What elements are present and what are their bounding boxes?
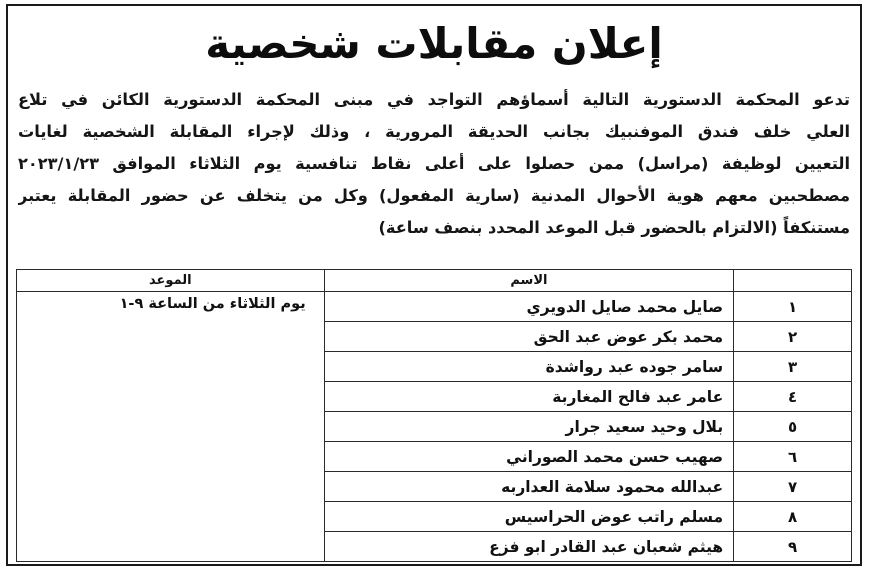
body-line: العلي خلف فندق الموفنبيك بجانب الحديقة المرورية ، وذلك لإجراء المقابلة الشخصية لغايات	[18, 122, 850, 141]
row-number: ٨	[734, 502, 852, 532]
row-name: صهيب حسن محمد الصوراني	[324, 442, 734, 472]
table-header-row	[17, 270, 852, 292]
row-number: ٥	[734, 412, 852, 442]
row-name: هيثم شعبان عبد القادر ابو فزع	[324, 532, 734, 562]
row-name: سامر جوده عبد رواشدة	[324, 352, 734, 382]
row-number: ٢	[734, 322, 852, 352]
body-line: مصطحبين معهم هوية الأحوال المدنية (سارية المفعول) وكل من يتخلف عن حضور المقابلة يعتبر	[18, 186, 850, 205]
body-line: تدعو المحكمة الدستورية التالية أسماؤهم التواجد في مبنى المحكمة الدستورية الكائن في تلاع	[18, 90, 850, 109]
table-row	[17, 292, 852, 322]
row-name: مسلم راتب عوض الحراسيس	[324, 502, 734, 532]
row-name: صايل محمد صايل الدويري	[324, 292, 734, 322]
row-name: عامر عبد فالح المغاربة	[324, 382, 734, 412]
body-line: مستنكفاً (الالتزام بالحضور قبل الموعد المحدد بنصف ساعة)	[378, 218, 850, 237]
row-number: ٣	[734, 352, 852, 382]
row-name: محمد بكر عوض عبد الحق	[324, 322, 734, 352]
row-number: ٧	[734, 472, 852, 502]
interview-date: يوم الثلاثاء من الساعة ٩-١	[17, 292, 325, 562]
candidates-table	[16, 269, 852, 562]
row-number: ١	[734, 292, 852, 322]
row-number: ٤	[734, 382, 852, 412]
row-name: عبدالله محمود سلامة العداربه	[324, 472, 734, 502]
row-number: ٦	[734, 442, 852, 472]
announcement-frame	[6, 4, 862, 566]
row-name: بلال وحيد سعيد جرار	[324, 412, 734, 442]
header-name: الاسم	[324, 270, 734, 292]
row-number: ٩	[734, 532, 852, 562]
header-date: الموعد	[17, 270, 325, 292]
announcement-body	[18, 84, 850, 244]
body-line: التعيين لوظيفة (مراسل) ممن حصلوا على أعلى نقاط تنافسية يوم الثلاثاء الموافق ٢٠٢٣/١/٢٣	[18, 154, 850, 173]
header-number	[734, 270, 852, 292]
announcement-title: إعلان مقابلات شخصية	[205, 19, 663, 68]
